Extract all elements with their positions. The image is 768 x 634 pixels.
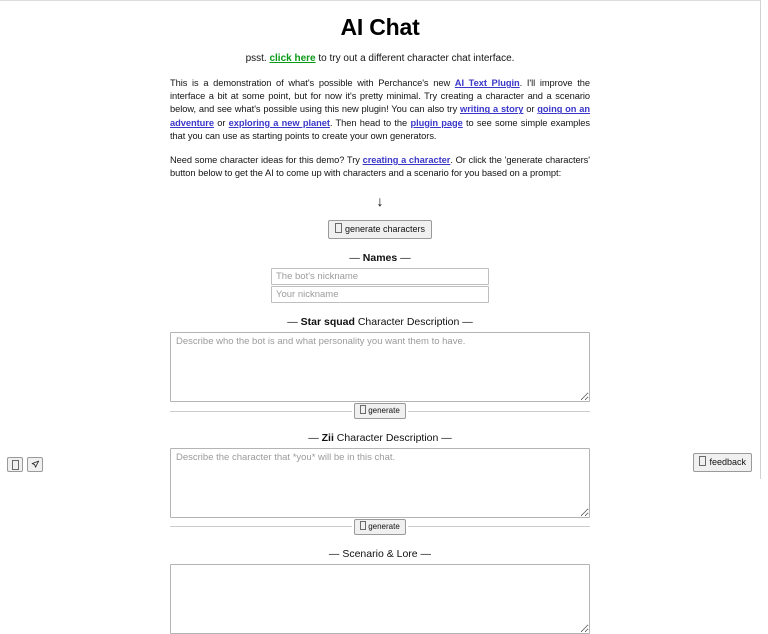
writing-a-story-link[interactable]: writing a story — [460, 104, 524, 115]
missing-glyph-box-icon — [12, 460, 19, 470]
feedback-button[interactable] — [693, 453, 752, 472]
feedback-label: feedback — [709, 457, 746, 468]
cursor-arrow-icon — [31, 460, 40, 469]
ai-text-plugin-link[interactable]: AI Text Plugin — [454, 78, 520, 88]
bot-nickname-input[interactable] — [271, 268, 489, 285]
missing-glyph-box-icon — [699, 456, 706, 466]
names-fields — [271, 268, 489, 303]
user-heading-suffix: Character Description — — [333, 432, 452, 444]
intro2-text-b: . Or click the 'generate characters' button below to get the AI to come up with characters and a scenario for you based on a prompt: — [170, 154, 590, 179]
creating-a-character-link[interactable]: creating a character — [362, 154, 451, 165]
bot-generate-row — [170, 403, 590, 419]
divider-line-left — [170, 411, 352, 412]
intro-text-f: to see some simple examples that you can use as starting points to create your own generators. — [170, 117, 591, 141]
your-nickname-input[interactable] — [271, 286, 489, 303]
intro-text-b: . I'll improve the interface a bit at some point, but for now it's pretty minimal. Try creating a character and a scenario below, and see what's possible using this new plugin! You can also try — [170, 78, 590, 115]
generate-characters-button[interactable] — [328, 220, 432, 239]
divider-line-right — [408, 411, 590, 412]
names-heading-right: — — [397, 252, 411, 265]
names-heading-text: Names — [362, 252, 398, 265]
bot-heading-prefix: — — [287, 316, 301, 329]
user-generate-row — [170, 519, 590, 535]
scenario-heading: — Scenario & Lore — — [328, 547, 432, 560]
subtitle-suffix: to try out a different character chat interface. — [315, 53, 515, 64]
scenario-lore-textarea[interactable] — [170, 564, 590, 634]
missing-glyph-box-icon — [360, 405, 366, 414]
bot-character-name: Star squad — [300, 316, 355, 329]
bottom-left-controls — [7, 457, 43, 472]
user-character-description-textarea[interactable] — [170, 448, 590, 518]
intro-paragraph-1 — [170, 77, 590, 143]
cursor-tool-button[interactable] — [27, 457, 43, 472]
bot-generate-button[interactable] — [354, 403, 406, 419]
bot-character-heading — [170, 316, 590, 328]
user-heading-prefix: — — [308, 432, 322, 444]
plugin-page-link[interactable]: plugin page — [410, 117, 463, 128]
user-character-name: Zii — [321, 432, 334, 444]
down-arrow-icon: ↓ — [376, 193, 384, 210]
bottom-left-glyph-button[interactable] — [7, 457, 23, 472]
user-generate-label: generate — [368, 522, 400, 531]
intro-paragraph-2 — [170, 154, 590, 180]
user-character-heading — [170, 432, 590, 444]
user-generate-button[interactable] — [354, 519, 406, 535]
missing-glyph-box-icon — [335, 223, 342, 233]
bot-heading-suffix: Character Description — — [354, 316, 473, 329]
going-on-an-adventure-link[interactable]: going on an adventure — [170, 104, 591, 128]
intro-text-c: or — [523, 104, 538, 115]
intro-text-d: or — [213, 117, 229, 128]
intro-text-e: . Then head to the — [329, 117, 411, 128]
bottom-right-controls — [693, 452, 752, 472]
names-heading-left: — — [349, 252, 363, 265]
generate-characters-label: generate characters — [344, 224, 426, 235]
subtitle-prefix: psst. — [245, 53, 270, 64]
generate-characters-row — [170, 219, 590, 239]
divider-line-right — [408, 526, 590, 527]
missing-glyph-box-icon — [360, 521, 366, 530]
bot-character-description-textarea[interactable] — [170, 332, 590, 402]
subtitle-line — [170, 53, 590, 64]
names-heading — [170, 252, 590, 264]
click-here-link[interactable]: click here — [269, 53, 316, 64]
divider-line-left — [170, 526, 352, 527]
exploring-a-new-planet-link[interactable]: exploring a new planet — [228, 117, 330, 128]
intro2-text-a: Need some character ideas for this demo? Try — [170, 154, 363, 165]
bot-generate-label: generate — [368, 406, 400, 416]
page-title: AI Chat — [340, 14, 420, 40]
main-content — [170, 1, 590, 634]
intro-text-a: This is a demonstration of what's possible with Perchance's new — [170, 78, 455, 88]
